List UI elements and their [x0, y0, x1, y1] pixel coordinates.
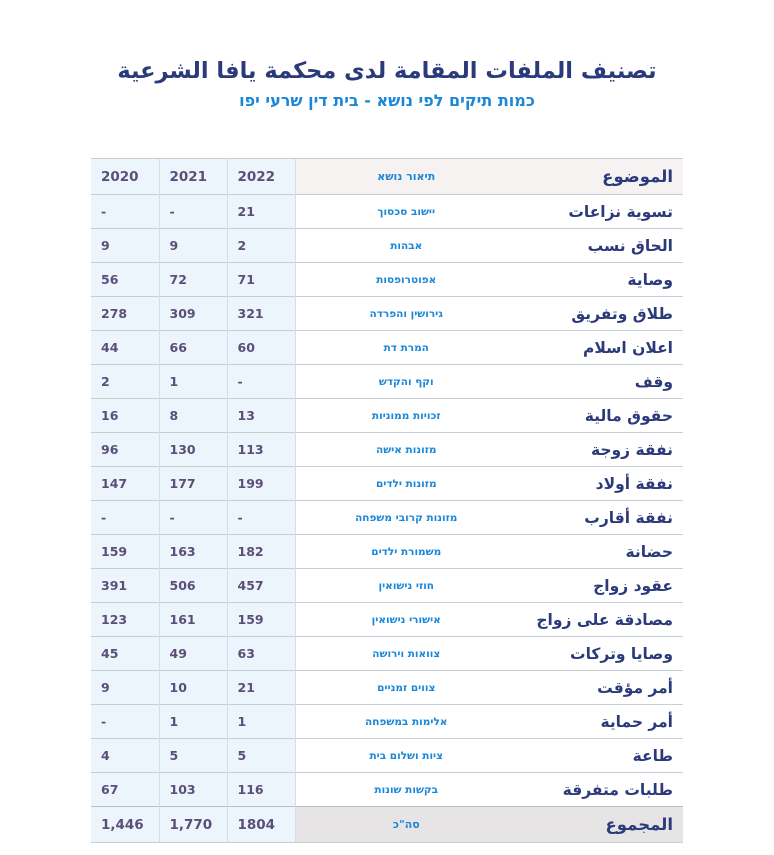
report-header — [0, 0, 774, 110]
cell-value-2021: 8 — [159, 399, 227, 433]
total-value-2022: 1804 — [227, 807, 295, 843]
table-row — [91, 195, 683, 229]
table-row — [91, 467, 683, 501]
cell-value-2022: 321 — [227, 297, 295, 331]
total-value-2021: 1,770 — [159, 807, 227, 843]
cell-value-2022: 60 — [227, 331, 295, 365]
cell-value-2020: 44 — [91, 331, 159, 365]
cell-value-2022: 199 — [227, 467, 295, 501]
table-row — [91, 263, 683, 297]
cell-description: גירושין והפרדה — [295, 297, 517, 331]
table-row — [91, 535, 683, 569]
cell-value-2022: 113 — [227, 433, 295, 467]
cell-subject: عقود زواج — [517, 569, 683, 603]
statistics-table — [91, 158, 683, 843]
cell-value-2021: - — [159, 195, 227, 229]
cell-value-2022: 21 — [227, 671, 295, 705]
cell-value-2022: 63 — [227, 637, 295, 671]
cell-subject: اعلان اسلام — [517, 331, 683, 365]
cell-subject: أمر مؤقت — [517, 671, 683, 705]
cell-subject: طلاق وتفريق — [517, 297, 683, 331]
cell-value-2022: 116 — [227, 773, 295, 807]
cell-value-2020: 2 — [91, 365, 159, 399]
cell-subject: أمر حماية — [517, 705, 683, 739]
table-row — [91, 365, 683, 399]
column-header-description: תיאור נושא — [295, 159, 517, 195]
cell-value-2020: - — [91, 705, 159, 739]
cell-description: המרת דת — [295, 331, 517, 365]
cell-description: מזונות ילדים — [295, 467, 517, 501]
cell-value-2020: 45 — [91, 637, 159, 671]
cell-description: זכויות ממוניות — [295, 399, 517, 433]
cell-description: אפוטרופסות — [295, 263, 517, 297]
cell-value-2021: 1 — [159, 705, 227, 739]
cell-description: מזונות קרובי משפחה — [295, 501, 517, 535]
cell-value-2022: 2 — [227, 229, 295, 263]
cell-value-2021: 10 — [159, 671, 227, 705]
total-label-description: סה"כ — [295, 807, 517, 843]
table-row — [91, 705, 683, 739]
cell-value-2022: 159 — [227, 603, 295, 637]
cell-value-2022: 13 — [227, 399, 295, 433]
cell-value-2022: 457 — [227, 569, 295, 603]
cell-value-2021: 72 — [159, 263, 227, 297]
cell-value-2020: 123 — [91, 603, 159, 637]
cell-subject: وصاية — [517, 263, 683, 297]
cell-value-2020: 9 — [91, 671, 159, 705]
cell-value-2021: - — [159, 501, 227, 535]
cell-value-2022: 182 — [227, 535, 295, 569]
cell-subject: نفقة أولاد — [517, 467, 683, 501]
cell-description: אלימות במשפחה — [295, 705, 517, 739]
cell-value-2020: 67 — [91, 773, 159, 807]
table-row — [91, 501, 683, 535]
cell-value-2020: - — [91, 501, 159, 535]
column-header-year-2020: 2020 — [91, 159, 159, 195]
cell-subject: الحاق نسب — [517, 229, 683, 263]
cell-value-2020: 159 — [91, 535, 159, 569]
cell-description: מזונות אישה — [295, 433, 517, 467]
cell-description: יישוב סכסוך — [295, 195, 517, 229]
cell-value-2022: 21 — [227, 195, 295, 229]
statistics-table-container — [91, 158, 683, 843]
cell-value-2020: 16 — [91, 399, 159, 433]
column-header-year-2022: 2022 — [227, 159, 295, 195]
cell-value-2020: 56 — [91, 263, 159, 297]
cell-subject: وقف — [517, 365, 683, 399]
cell-value-2021: 9 — [159, 229, 227, 263]
cell-value-2021: 66 — [159, 331, 227, 365]
cell-value-2022: 71 — [227, 263, 295, 297]
cell-value-2021: 103 — [159, 773, 227, 807]
cell-value-2021: 177 — [159, 467, 227, 501]
cell-value-2021: 163 — [159, 535, 227, 569]
cell-value-2021: 130 — [159, 433, 227, 467]
table-total-row — [91, 807, 683, 843]
cell-value-2021: 5 — [159, 739, 227, 773]
cell-value-2020: 278 — [91, 297, 159, 331]
cell-value-2020: 96 — [91, 433, 159, 467]
cell-value-2020: 391 — [91, 569, 159, 603]
cell-subject: مصادقة على زواج — [517, 603, 683, 637]
cell-value-2022: 1 — [227, 705, 295, 739]
table-header-row — [91, 159, 683, 195]
cell-description: משמורת ילדים — [295, 535, 517, 569]
table-row — [91, 229, 683, 263]
cell-value-2020: - — [91, 195, 159, 229]
column-header-subject: الموضوع — [517, 159, 683, 195]
table-row — [91, 671, 683, 705]
cell-subject: تسوية نزاعات — [517, 195, 683, 229]
column-header-year-2021: 2021 — [159, 159, 227, 195]
cell-subject: نفقة زوجة — [517, 433, 683, 467]
cell-subject: حقوق مالية — [517, 399, 683, 433]
table-row — [91, 739, 683, 773]
table-row — [91, 331, 683, 365]
table-row — [91, 637, 683, 671]
table-row — [91, 297, 683, 331]
table-row — [91, 773, 683, 807]
cell-value-2022: - — [227, 365, 295, 399]
page-title: تصنيف الملفات المقامة لدى محكمة يافا الشرعية — [117, 58, 657, 84]
cell-description: בקשות שונות — [295, 773, 517, 807]
cell-description: חוזי נישואין — [295, 569, 517, 603]
cell-value-2021: 506 — [159, 569, 227, 603]
cell-subject: وصايا وتركات — [517, 637, 683, 671]
cell-description: ציות ושלום בית — [295, 739, 517, 773]
cell-value-2022: - — [227, 501, 295, 535]
table-row — [91, 603, 683, 637]
total-label-subject: المجموع — [517, 807, 683, 843]
cell-value-2021: 161 — [159, 603, 227, 637]
cell-description: צווים זמניים — [295, 671, 517, 705]
cell-subject: طلبات متفرقة — [517, 773, 683, 807]
cell-subject: طاعة — [517, 739, 683, 773]
cell-value-2021: 1 — [159, 365, 227, 399]
cell-description: אישורי נישואין — [295, 603, 517, 637]
cell-value-2020: 4 — [91, 739, 159, 773]
table-row — [91, 569, 683, 603]
cell-value-2022: 5 — [227, 739, 295, 773]
table-row — [91, 433, 683, 467]
table-row — [91, 399, 683, 433]
cell-subject: حضانة — [517, 535, 683, 569]
page-subtitle: כמות תיקים לפי נושא - בית דין שרעי יפו — [239, 91, 535, 111]
cell-value-2020: 147 — [91, 467, 159, 501]
cell-value-2020: 9 — [91, 229, 159, 263]
cell-subject: نفقة أقارب — [517, 501, 683, 535]
cell-value-2021: 309 — [159, 297, 227, 331]
cell-description: וקף והקדש — [295, 365, 517, 399]
cell-description: אבהות — [295, 229, 517, 263]
total-value-2020: 1,446 — [91, 807, 159, 843]
cell-description: צוואות וירושה — [295, 637, 517, 671]
cell-value-2021: 49 — [159, 637, 227, 671]
